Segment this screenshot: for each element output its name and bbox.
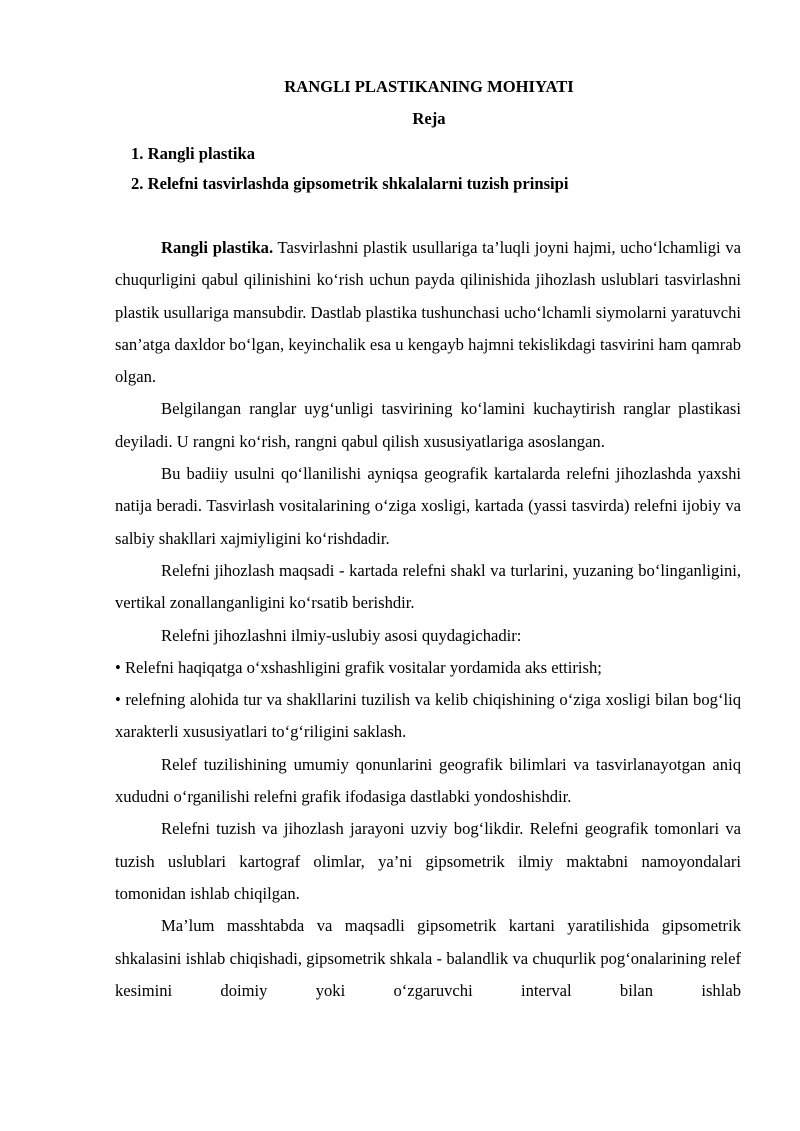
- plan-heading: Reja: [412, 109, 446, 128]
- document-body: [115, 232, 741, 1007]
- paragraph-intro: [115, 232, 741, 393]
- plan-item: 2. Relefni tasvirlashda gipsometrik shkalalarni tuzish prinsipi: [131, 174, 569, 193]
- plan-item: 1. Rangli plastika: [131, 144, 256, 163]
- paragraph: Bu badiiy usulni qo‘llanilishi ayniqsa geografik kartalarda relefni jihozlashda yaxshi natija beradi. Tasvirlash vositalarining o‘ziga xosligi, kartada (yassi tasvirda) relefni ijobiy va salbiy shakllari xajmiyligini ko‘rishdadir.: [115, 464, 741, 548]
- paragraph: Belgilangan ranglar uyg‘unligi tasvirining ko‘lamini kuchaytirish ranglar plastikasi deyiladi. U rangni ko‘rish, rangni qabul qilish xususiyatlariga asoslangan.: [115, 399, 741, 451]
- bullet-item: • relefning alohida tur va shakllarini tuzilish va kelib chiqishining o‘ziga xosligi bilan bog‘liq xarakterli xususiyatlari to‘g‘riligini saklash.: [115, 690, 741, 742]
- paragraph: Relefni tuzish va jihozlash jarayoni uzviy bog‘likdir. Relefni geografik tomonlari va tuzish uslublari kartograf olimlar, ya’ni gipsometrik ilmiy maktabni namoyondalari tomonidan ishlab chiqilgan.: [115, 819, 741, 903]
- document-title: RANGLI PLASTIKANING MOHIYATI: [284, 77, 574, 96]
- paragraph: Relefni jihozlashni ilmiy-uslubiy asosi quydagichadir:: [161, 625, 522, 645]
- paragraph: Relef tuzilishining umumiy qonunlarini geografik bilimlari va tasvirlanayotgan aniq xududni o‘rganilishi relefni grafik ifodasiga dastlabki yondoshishdir.: [115, 754, 741, 807]
- lead-term: Rangli plastika.: [161, 238, 274, 257]
- paragraph-text: Tasvirlashni plastik usullariga ta’luqli joyni hajmi, ucho‘lchamligi va chuqurligini qabul qilinishini ko‘rish uchun payda qilinishida jihozlash uslublari tasvirlashni plastik usullariga mansubdir. Dastlab plastika tushunchasi ucho‘lchamli siymolarni yaratuvchi san’atga daxldor bo‘lgan, keyinchalik esa u kengayb hajmni tekislikdagi tasvirini ham qamrab olgan.: [115, 238, 741, 387]
- plan-list: [131, 143, 569, 203]
- bullet-item: • Relefni haqiqatga o‘xshashligini grafik vositalar yordamida aks ettirish;: [115, 657, 602, 677]
- paragraph: Ma’lum masshtabda va maqsadli gipsometrik kartani yaratilishida gipsometrik shkalasini ishlab chiqishadi, gipsometrik shkala - balandlik va chuqurlik pog‘onalarining relef kesimini doimiy yoki o‘zgaruvchi interval bilan ishlab: [115, 916, 741, 1000]
- paragraph: Relefni jihozlash maqsadi - kartada relefni shakl va turlarini, yuzaning bo‘linganligini, vertikal zonallanganligini ko‘rsatib berishdir.: [115, 560, 741, 613]
